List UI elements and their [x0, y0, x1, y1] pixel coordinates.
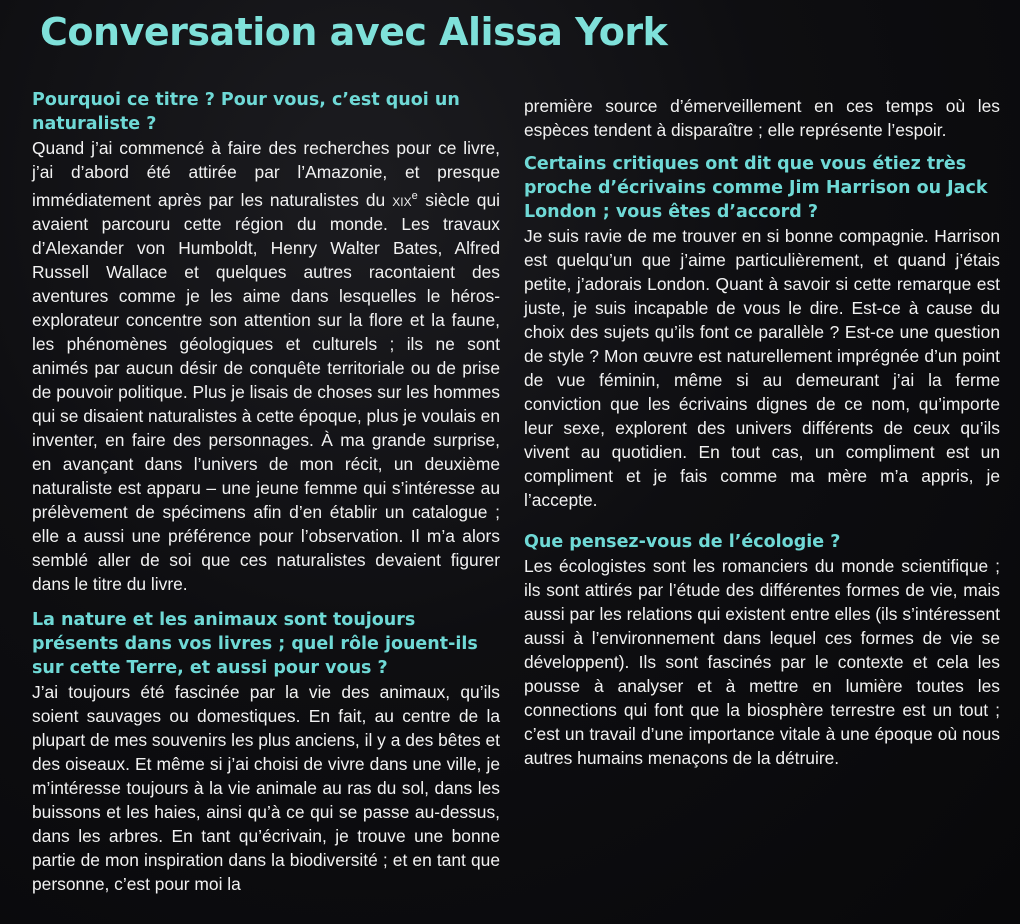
question-ecology: Que pensez-vous de l’écologie ? [524, 532, 841, 552]
question-why-title: Pourquoi ce titre ? Pour vous, c’est quoi un naturaliste ? [32, 90, 460, 134]
answer-why-title-part1: Quand j’ai commencé à faire des recherches pour ce livre, j’ai d’abord été attirée par l’Amazonie, et presque immédiatement après par les naturalistes du [32, 138, 500, 210]
answer-critics: Je suis ravie de me trouver en si bonne compagnie. Harrison est quelqu’un que j’aime particulièrement, et quand j’étais petite, j’adorais London. Quant à savoir si cette remarque est juste, je suis incapable de vous le dire. Est-ce à cause du choix des sujets qu’ils font ce parallèle ? Est-ce une question de style ? Mon œuvre est naturellement imprégnée d’un point de vue féminin, même si au demeurant j’ai la ferme conviction que les écrivains dignes de ce nom, qu’importe leur sexe, explorent des univers différents de ceux qu’ils vivent au quotidien. En tout cas, un compliment est un compliment et je fais comme ma mère m’a appris, je l’accepte. [524, 226, 1000, 510]
question-nature-animals: La nature et les animaux sont toujours présents dans vos livres ; quel rôle jouent-ils sur cette Terre, et aussi pour vous ? [32, 609, 478, 678]
answer-why-title-part2: siècle qui avaient parcouru cette région du monde. Les travaux d’Alexander von Humboldt, Henry Walter Bates, Alfred Russell Wallace et quelques autres racontaient des aventures comme je les aime dans lesquelles le héros-explorateur concentre son attention sur la flore et la faune, les phénomènes géologiques et culturels ; ils ne sont animés par aucun désir de conquête territoriale ou de prise de pouvoir politique. Plus je lisais de choses sur les hommes qui se disaient naturalistes à cette époque, plus je voulais en inventer, en faire des personnages. À ma grande surprise, en avançant dans l’univers de mon récit, un deuxième naturaliste est apparu – une jeune femme qui s’intéresse au prélèvement de spécimens afin d’en établir un catalogue ; elle a aussi une préférence pour l’observation. Il m’a alors semblé aller de soi que ces naturalistes devaient figurer dans le titre du livre. [32, 189, 501, 594]
page-title: Conversation avec Alissa York [40, 10, 668, 54]
question-critics: Certains critiques ont dit que vous étiez très proche d’écrivains comme Jim Harrison ou Jack London ; vous êtes d’accord ? [524, 154, 988, 222]
century-numeral: xix [392, 189, 412, 210]
answer-ecology: Les écologistes sont les romanciers du monde scientifique ; ils sont attirés par l’étude des différentes formes de vie, mais aussi par les relations qui existent entre elles (ils s’intéressent aussi à l’environnement dans lequel ces formes de vie se développent). Ils sont fascinés par le contexte et cela les pousse à analyser et à mettre en lumière toutes les connections qui font que la biosphère terrestre est un tout ; c’est un travail d’une importance vitale à une époque où nous autres humains menaçons de la détruire. [524, 556, 1000, 768]
answer-why-title [32, 136, 500, 596]
answer-nature-animals: J’ai toujours été fascinée par la vie des animaux, qu’ils soient sauvages ou domestiques. En fait, au centre de la plupart de mes souvenirs les plus anciens, il y a des bêtes et des oiseaux. Et même si j’ai choisi de vivre dans une ville, je m’intéresse toujours à la vie animale au ras du sol, dans les buissons et les haies, ainsi qu’à ce qui se passe au-dessus, dans les arbres. En tant qu’écrivain, je trouve une bonne partie de mon inspiration dans la biodiversité ; et en tant que personne, c’est pour moi la [32, 681, 500, 894]
century-superscript: e [411, 190, 419, 202]
right-column [524, 94, 1000, 770]
answer-nature-animals-continued: première source d’émerveillement en ces temps où les espèces tendent à disparaître ; elle représente l’espoir. [524, 96, 1000, 140]
left-column [32, 88, 500, 896]
